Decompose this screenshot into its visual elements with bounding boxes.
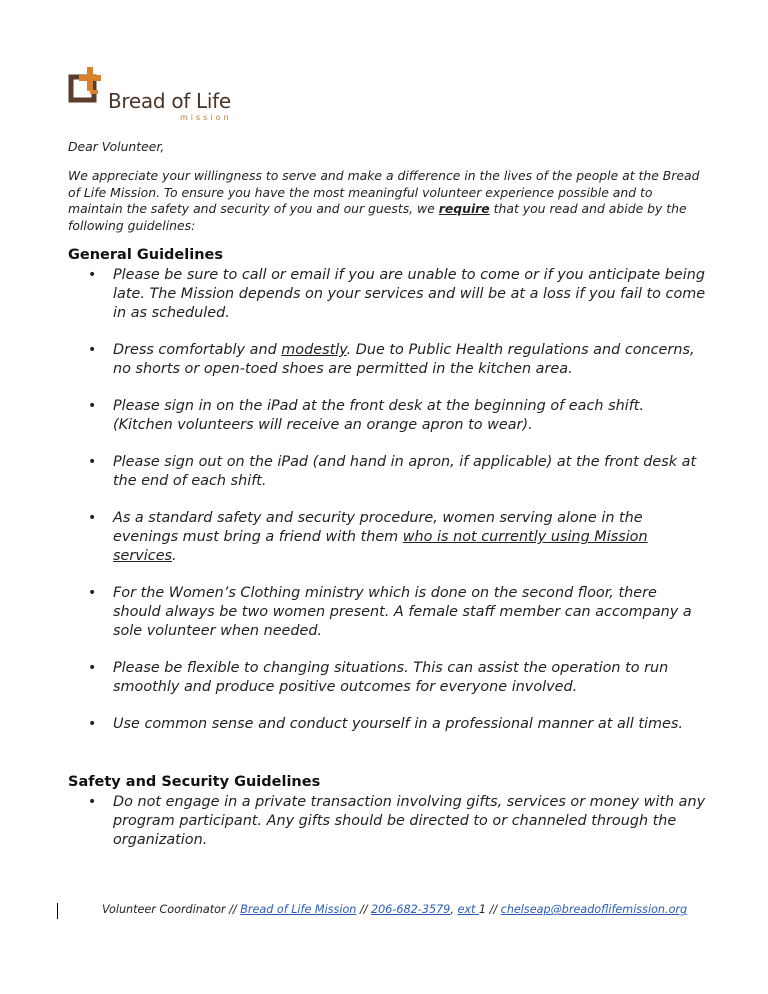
footer-org-link[interactable]: Bread of Life Mission bbox=[240, 903, 357, 916]
list-item bbox=[68, 453, 708, 491]
footer-phone-link[interactable]: 206-682-3579 bbox=[371, 903, 451, 916]
bullet-icon: • bbox=[88, 398, 97, 414]
list-item bbox=[68, 266, 708, 323]
logo-subtitle: mission bbox=[180, 113, 232, 122]
list-item bbox=[68, 397, 708, 435]
footer-ext-link[interactable]: ext bbox=[457, 903, 479, 916]
footer-role: Volunteer Coordinator // bbox=[102, 903, 241, 916]
bullet-icon: • bbox=[88, 660, 97, 676]
logo-name: Bread of Life bbox=[108, 89, 231, 113]
footer-email-link[interactable]: chelseap@breadoflifemission.org bbox=[500, 903, 688, 916]
footer-ext-number: 1 bbox=[478, 903, 487, 916]
list-item-underline: who is not currently using Mission services bbox=[113, 529, 648, 564]
footer-separator: , bbox=[450, 903, 458, 916]
list-item-text: As a standard safety and security procedure, women serving alone in the evenings must bring a friend with them bbox=[113, 510, 643, 545]
footer-separator: // bbox=[486, 903, 501, 916]
intro-text: We appreciate your willingness to serve and make a difference in the lives of the people at the Bread of Life Mission. To ensure you have the most meaningful volunteer experience possible and to maintain the safety and security of you and our guests, we bbox=[68, 168, 700, 216]
list-item-text: Please be sure to call or email if you are unable to come or if you anticipate being late. The Mission depends on your services and will be at a loss if you fail to come in as scheduled. bbox=[113, 267, 706, 321]
intro-paragraph bbox=[68, 168, 708, 234]
bullet-icon: • bbox=[88, 342, 97, 358]
list-item-text: Please sign in on the iPad at the front desk at the beginning of each shift. (Kitchen volunteers will receive an orange apron to wear). bbox=[113, 398, 644, 433]
list-item-text: Dress comfortably and bbox=[113, 342, 282, 358]
logo bbox=[68, 66, 238, 126]
list-item-text: For the Women’s Clothing ministry which is done on the second floor, there should always be two women present. A female staff member can accompany a sole volunteer when needed. bbox=[113, 585, 692, 639]
safety-guidelines-list bbox=[68, 793, 708, 850]
list-item bbox=[68, 509, 708, 566]
bullet-icon: • bbox=[88, 510, 97, 526]
list-item-text: Do not engage in a private transaction involving gifts, services or money with any program participant. Any gifts should be directed to or channeled through the organization. bbox=[113, 794, 706, 848]
list-item-text: Please be flexible to changing situations. This can assist the operation to run smoothly and produce positive outcomes for everyone involved. bbox=[113, 660, 669, 695]
bullet-icon: • bbox=[88, 585, 97, 601]
cross-logo-icon bbox=[68, 66, 108, 110]
bullet-icon: • bbox=[88, 267, 97, 283]
safety-guidelines-heading: Safety and Security Guidelines bbox=[68, 774, 321, 790]
list-item-text-end: . bbox=[172, 548, 177, 564]
list-item-text-end: . Due to Public Health regulations and concerns, no shorts or open-toed shoes are permitted in the kitchen area. bbox=[113, 342, 695, 377]
intro-emphasis: require bbox=[438, 201, 490, 216]
salutation: Dear Volunteer, bbox=[68, 139, 165, 154]
list-item bbox=[68, 715, 708, 734]
bullet-icon: • bbox=[88, 454, 97, 470]
list-item bbox=[68, 659, 708, 697]
bullet-icon: • bbox=[88, 794, 97, 810]
footer-separator: // bbox=[356, 903, 372, 916]
footer-divider bbox=[57, 903, 58, 919]
list-item-text: Please sign out on the iPad (and hand in apron, if applicable) at the front desk at the end of each shift. bbox=[113, 454, 697, 489]
list-item-underline: modestly bbox=[281, 342, 347, 358]
list-item bbox=[68, 341, 708, 379]
list-item-text: Use common sense and conduct yourself in a professional manner at all times. bbox=[113, 716, 683, 732]
general-guidelines-heading: General Guidelines bbox=[68, 247, 223, 263]
list-item bbox=[68, 584, 708, 641]
bullet-icon: • bbox=[88, 716, 97, 732]
intro-text-end: that you read and abide by the following guidelines: bbox=[68, 201, 687, 233]
general-guidelines-list bbox=[68, 266, 708, 734]
footer bbox=[102, 903, 687, 916]
list-item bbox=[68, 793, 708, 850]
